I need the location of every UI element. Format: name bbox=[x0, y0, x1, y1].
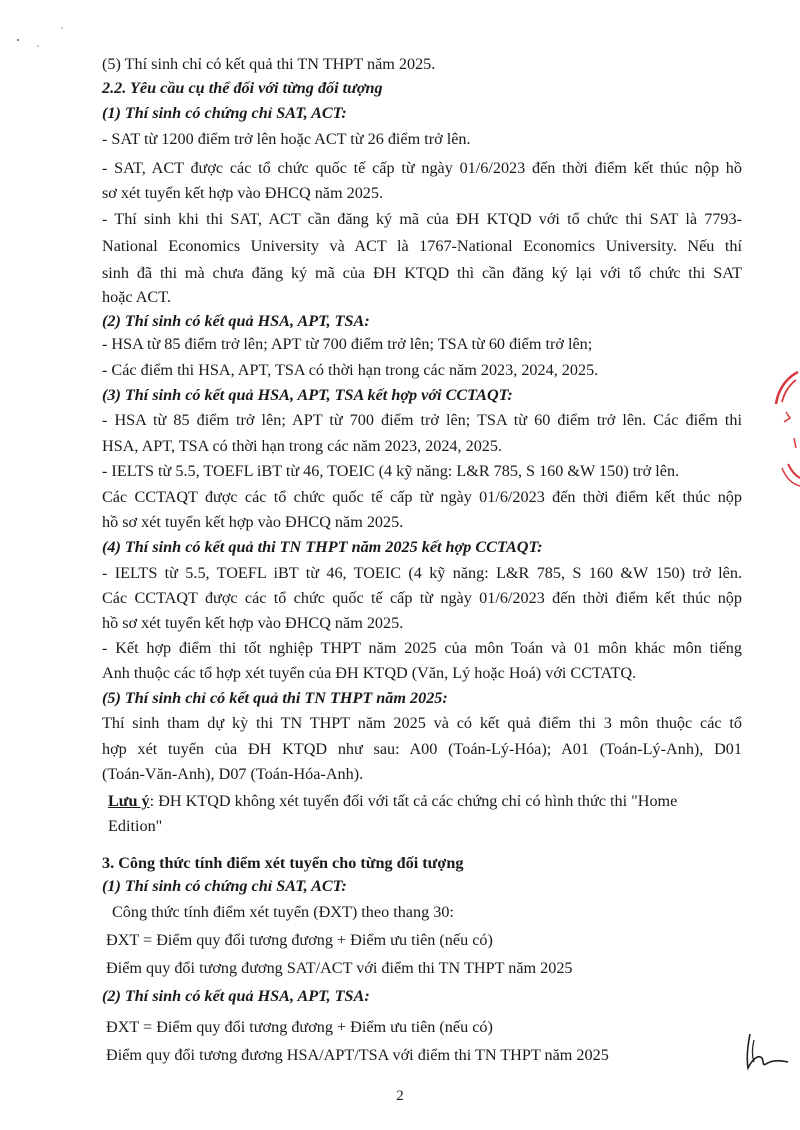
heading-2-2: 2.2. Yêu cầu cụ thể đối với từng đối tượng bbox=[102, 79, 383, 97]
line-cctaqt-3: Các CCTAQT được các tổ chức quốc tế cấp từ ngày 01/6/2023 đến thời điểm kết thúc nộp bbox=[102, 488, 742, 506]
subheading-hsa: (2) Thí sinh có kết quả HSA, APT, TSA: bbox=[102, 312, 370, 330]
line-hsa-cctaqt-validity: HSA, APT, TSA có thời hạn trong các năm 2023, 2024, 2025. bbox=[102, 437, 503, 455]
scan-specks bbox=[14, 22, 74, 52]
subheading-hsa-cctaqt: (3) Thí sinh có kết quả HSA, APT, TSA kết hợp với CCTAQT: bbox=[102, 386, 513, 404]
page-number: 2 bbox=[396, 1088, 404, 1104]
subheading-thpt-cctaqt: (4) Thí sinh có kết quả thi TN THPT năm 2025 kết hợp CCTAQT: bbox=[102, 538, 543, 556]
note-line-cont: Edition" bbox=[108, 817, 163, 835]
line-hsa-cctaqt-score: - HSA từ 85 điểm trở lên; APT từ 700 điểm trở lên; TSA từ 60 điểm trở lên. Các điểm thi bbox=[102, 411, 742, 429]
line-formula-intro: Công thức tính điểm xét tuyển (ĐXT) theo thang 30: bbox=[112, 903, 454, 921]
line-combine-math: - Kết hợp điểm thi tốt nghiệp THPT năm 2025 của môn Toán và 01 môn khác môn tiếng bbox=[102, 639, 742, 657]
subheading-formula-hsa: (2) Thí sinh có kết quả HSA, APT, TSA: bbox=[102, 987, 370, 1005]
initials-signature bbox=[740, 1030, 790, 1075]
subheading-sat-act: (1) Thí sinh có chứng chỉ SAT, ACT: bbox=[102, 104, 347, 122]
subheading-formula-sat: (1) Thí sinh có chứng chỉ SAT, ACT: bbox=[102, 877, 347, 895]
line-ielts-3: - IELTS từ 5.5, TOEFL iBT từ 46, TOEIC (4 kỹ năng: L&R 785, S 160 &W 150) trở lên. bbox=[102, 462, 680, 480]
line-hsa-score: - HSA từ 85 điểm trở lên; APT từ 700 điểm trở lên; TSA từ 60 điểm trở lên; bbox=[102, 335, 593, 353]
line-intro-5: (5) Thí sinh chỉ có kết quả thi TN THPT năm 2025. bbox=[102, 55, 436, 73]
line-sat-code-cont3: hoặc ACT. bbox=[102, 288, 171, 306]
line-formula-2: ĐXT = Điểm quy đổi tương đương + Điểm ưu tiên (nếu có) bbox=[106, 1018, 493, 1036]
line-cctaqt-4-cont: hồ sơ xét tuyển kết hợp vào ĐHCQ năm 2025. bbox=[102, 614, 404, 632]
line-thpt-only-cont2: (Toán-Văn-Anh), D07 (Toán-Hóa-Anh). bbox=[102, 765, 364, 783]
line-combine-math-cont: Anh thuộc các tổ hợp xét tuyển của ĐH KTQD (Văn, Lý hoặc Hoá) với CCTATQ. bbox=[102, 664, 637, 682]
line-sat-code-cont1: National Economics University và ACT là 1767-National Economics University. Nếu thí bbox=[102, 237, 742, 255]
line-thpt-only-cont1: hợp xét tuyển của ĐH KTQD như sau: A00 (Toán-Lý-Hóa); A01 (Toán-Lý-Anh), D01 bbox=[102, 740, 742, 758]
line-cctaqt-4: Các CCTAQT được các tổ chức quốc tế cấp từ ngày 01/6/2023 đến thời điểm kết thúc nộp bbox=[102, 589, 742, 607]
heading-3: 3. Công thức tính điểm xét tuyển cho từng đối tượng bbox=[102, 854, 464, 872]
line-sat-code-cont2: sinh đã thi mà chưa đăng ký mã của ĐH KTQD thì cần đăng ký lại với tổ chức thi SAT bbox=[102, 264, 742, 282]
line-conversion-hsa: Điểm quy đổi tương đương HSA/APT/TSA với điểm thi TN THPT năm 2025 bbox=[106, 1046, 609, 1064]
line-sat-code: - Thí sinh khi thi SAT, ACT cần đăng ký mã của ĐH KTQD với tổ chức thi SAT là 7793- bbox=[102, 210, 742, 228]
note-line bbox=[108, 789, 742, 813]
line-hsa-validity: - Các điểm thi HSA, APT, TSA có thời hạn trong các năm 2023, 2024, 2025. bbox=[102, 361, 599, 379]
line-sat-validity: - SAT, ACT được các tổ chức quốc tế cấp từ ngày 01/6/2023 đến thời điểm kết thúc nộp hồ bbox=[102, 159, 742, 177]
line-cctaqt-3-cont: hồ sơ xét tuyển kết hợp vào ĐHCQ năm 2025. bbox=[102, 513, 404, 531]
line-formula-1: ĐXT = Điểm quy đổi tương đương + Điểm ưu tiên (nếu có) bbox=[106, 931, 493, 949]
line-ielts-4: - IELTS từ 5.5, TOEFL iBT từ 46, TOEIC (4 kỹ năng: L&R 785, S 160 &W 150) trở lên. bbox=[102, 564, 742, 582]
line-sat-validity-cont: sơ xét tuyển kết hợp vào ĐHCQ năm 2025. bbox=[102, 184, 384, 202]
note-label: Lưu ý bbox=[108, 792, 150, 810]
line-sat-score: - SAT từ 1200 điểm trở lên hoặc ACT từ 26 điểm trở lên. bbox=[102, 130, 471, 148]
red-stamp-fragment bbox=[768, 368, 800, 488]
note-text: : ĐH KTQD không xét tuyển đối với tất cả các chứng chỉ có hình thức thi "Home bbox=[149, 792, 678, 810]
line-conversion-sat: Điểm quy đổi tương đương SAT/ACT với điểm thi TN THPT năm 2025 bbox=[106, 959, 573, 977]
subheading-thpt-only: (5) Thí sinh chỉ có kết quả thi TN THPT năm 2025: bbox=[102, 689, 448, 707]
line-thpt-only: Thí sinh tham dự kỳ thi TN THPT năm 2025 và có kết quả điểm thi 3 môn thuộc các tổ bbox=[102, 714, 742, 732]
